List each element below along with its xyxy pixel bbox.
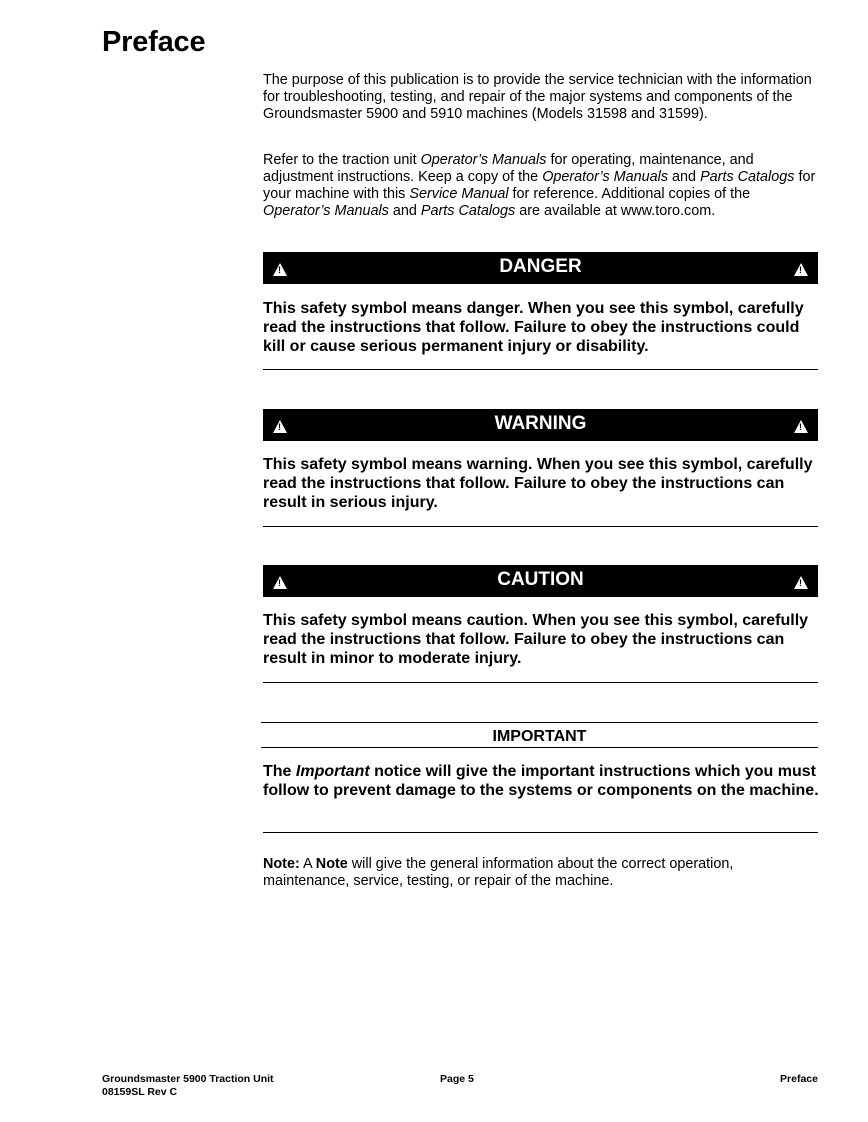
important-label-rule (261, 747, 818, 748)
warning-divider (263, 526, 818, 527)
page-title: Preface (102, 26, 206, 58)
important-top-rule (261, 722, 818, 723)
danger-label: DANGER (499, 256, 582, 277)
footer-section: Preface (780, 1073, 818, 1085)
caution-divider (263, 682, 818, 683)
warning-triangle-icon (794, 420, 808, 433)
warning-text: This safety symbol means warning. When you see this symbol, carefully read the instructions that follow. Failure to obey the instructions can result in serious injury. (263, 456, 813, 511)
danger-banner (263, 252, 818, 284)
warning-banner (263, 409, 818, 441)
danger-divider (263, 369, 818, 370)
important-divider (263, 832, 818, 833)
important-label: IMPORTANT (492, 728, 587, 745)
warning-triangle-icon (794, 263, 808, 276)
note-paragraph: Note: A Note will give the general information about the correct operation, maintenance, service, testing, or repair of the machine. (263, 856, 734, 889)
footer-doc-title: Groundsmaster 5900 Traction Unit (102, 1073, 274, 1085)
danger-text: This safety symbol means danger. When you see this symbol, carefully read the instructions that follow. Failure to obey the instructions could kill or cause serious permanent injury or disability. (263, 300, 804, 355)
footer-doc-number: 08159SL Rev C (102, 1086, 178, 1098)
caution-banner (263, 565, 818, 597)
warning-label: WARNING (494, 413, 587, 434)
footer-page-number: Page 5 (440, 1073, 474, 1085)
intro-paragraph-reference: Refer to the traction unit Operator’s Manuals for operating, maintenance, and adjustment instructions. Keep a copy of the Operator’s Manuals and Parts Catalogs for your machine with this Service Manual for reference. Additional copies of the Operator’s Manuals and Parts Catalogs are available at www.toro.com. (263, 152, 816, 219)
caution-label: CAUTION (497, 569, 584, 590)
important-text: The Important notice will give the important instructions which you must follow to prevent damage to the systems or components on the machine. (263, 763, 819, 799)
caution-text: This safety symbol means caution. When you see this symbol, carefully read the instructions that follow. Failure to obey the instructions can result in minor to moderate injury. (263, 612, 809, 667)
intro-paragraph-purpose: The purpose of this publication is to provide the service technician with the information for troubleshooting, testing, and repair of the major systems and components of the Groundsmaster 5900 and 5910 machines (Models 31598 and 31599). (263, 72, 812, 122)
warning-triangle-icon (794, 576, 808, 589)
